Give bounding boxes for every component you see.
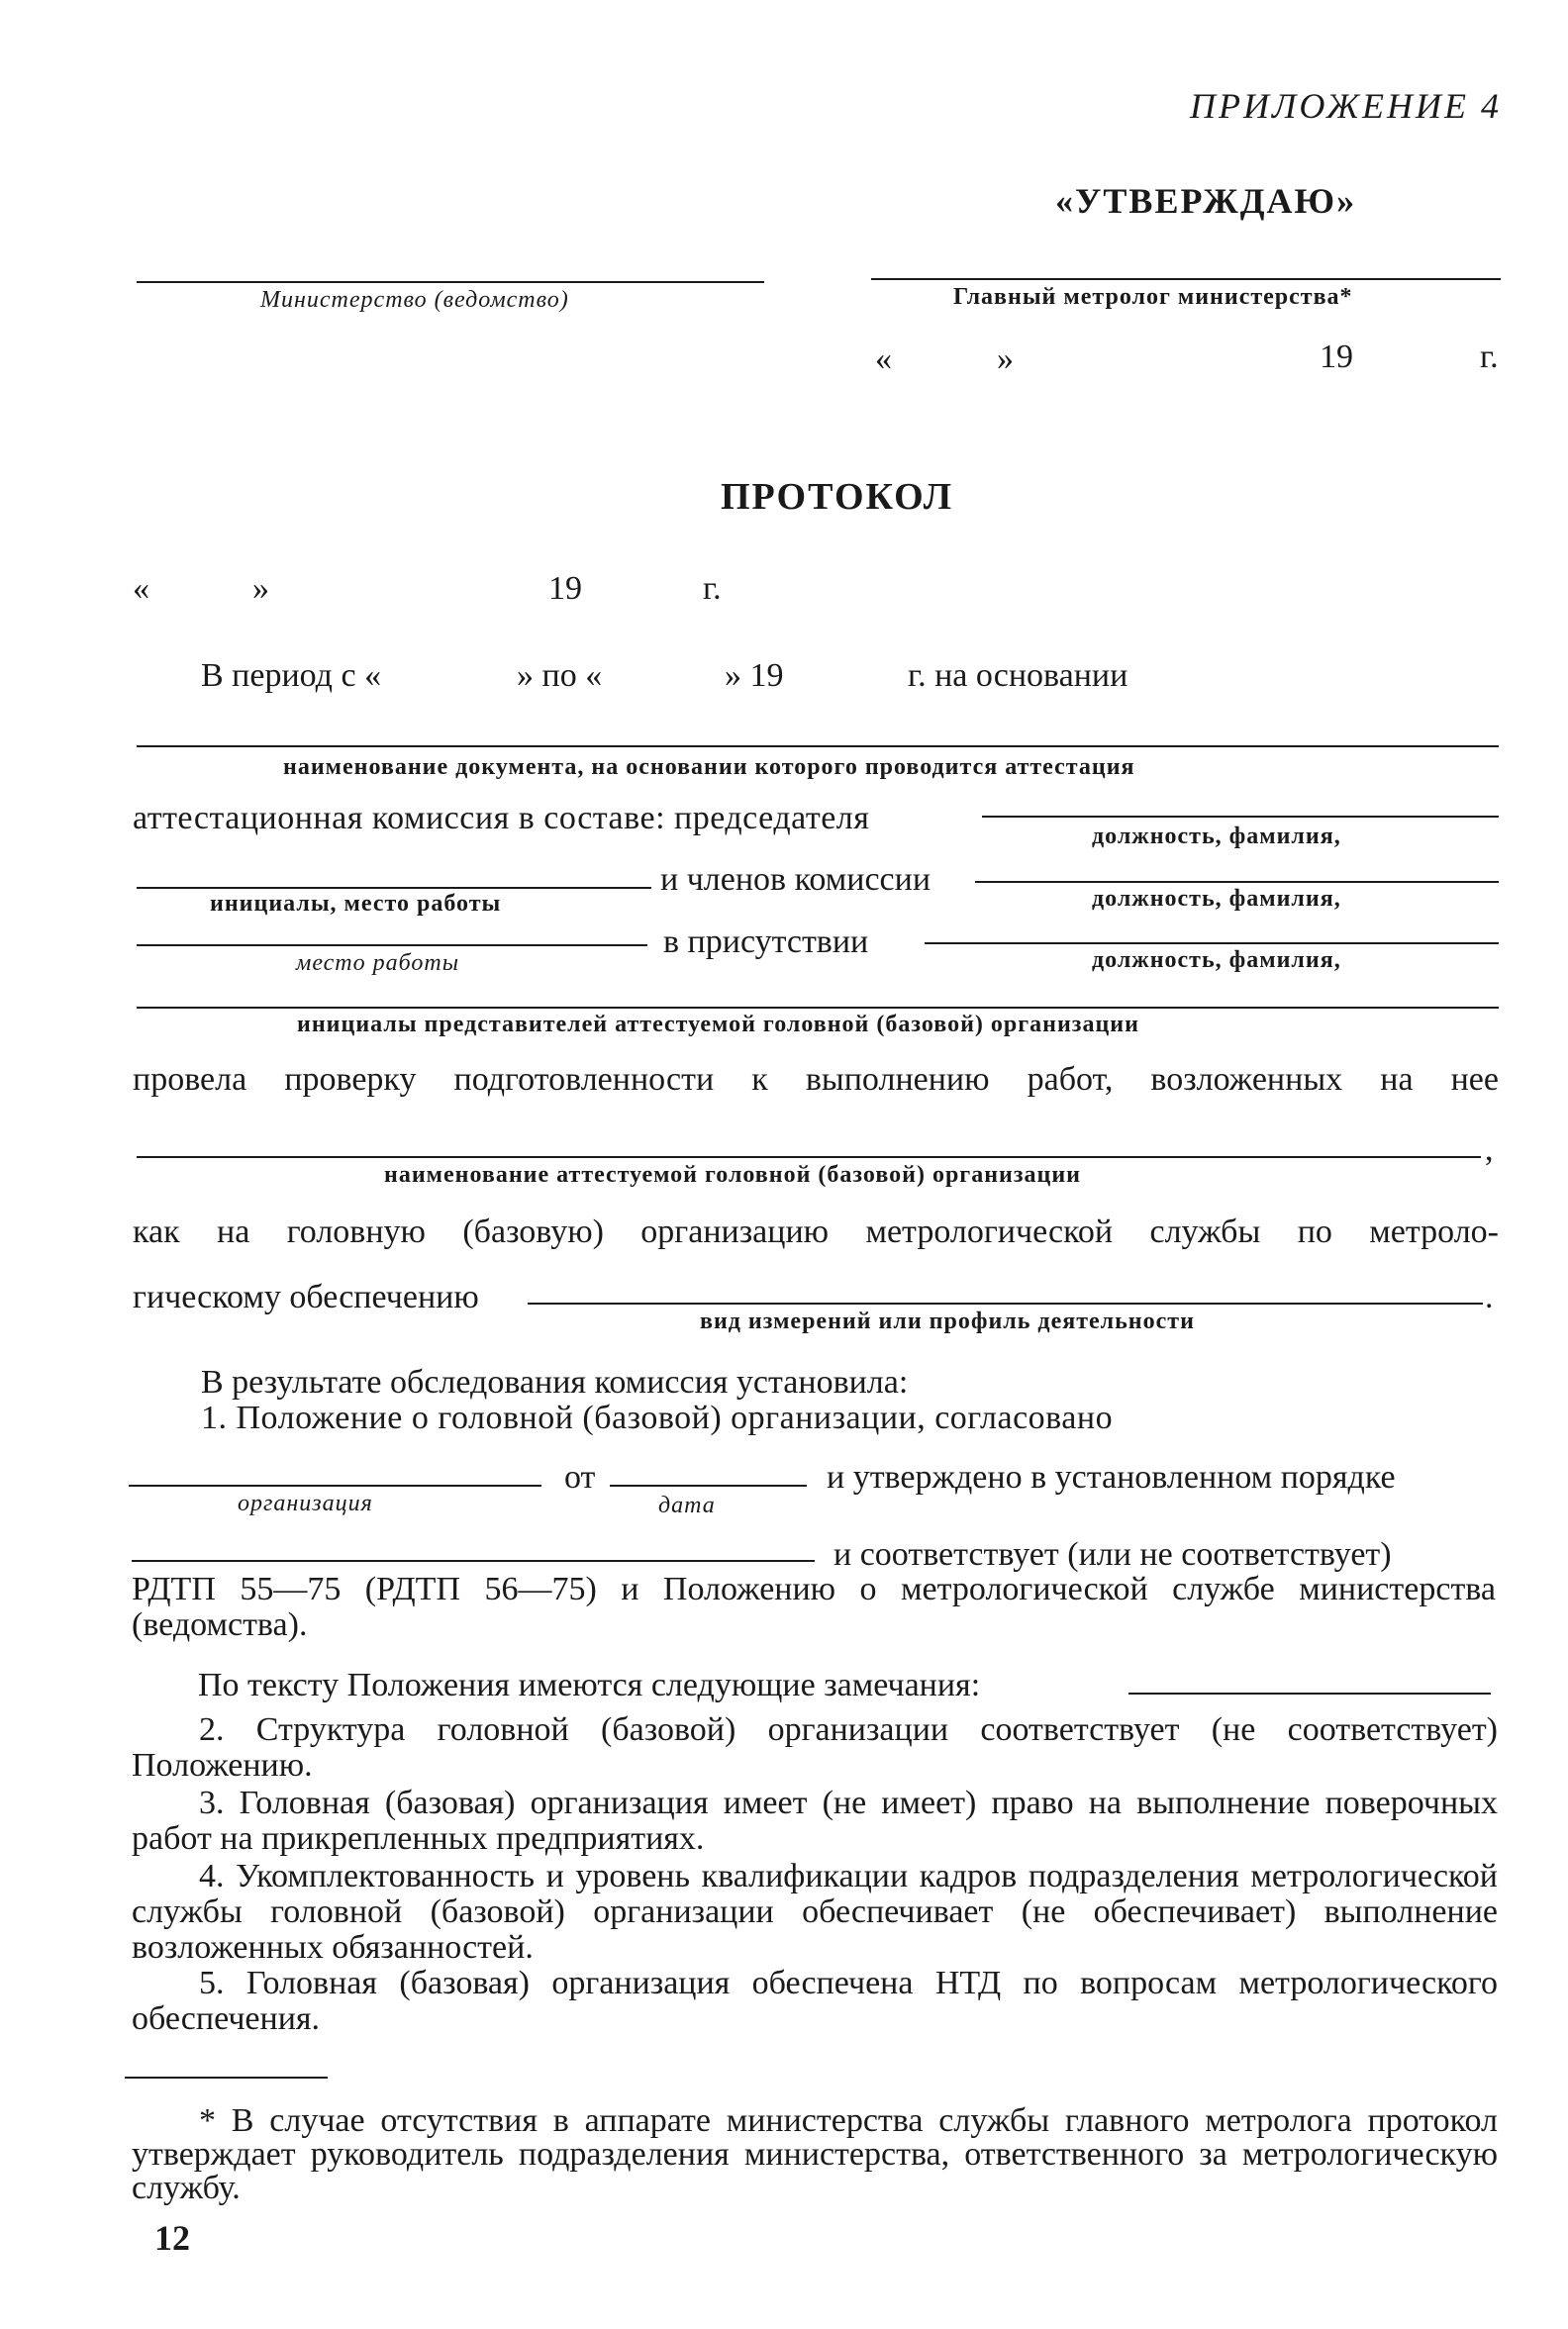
date-line (610, 1485, 807, 1487)
result-text: В результате обследования комиссия установила: (201, 1364, 909, 1401)
representatives-caption: инициалы представителей аттестуемой головной (базовой) организации (297, 1012, 1139, 1037)
period-middle: » по « (517, 657, 603, 694)
members-text: и членов комиссии (660, 861, 931, 898)
approve-heading: «УТВЕРЖДАЮ» (1055, 181, 1357, 221)
appendix-label: ПРИЛОЖЕНИЕ 4 (1190, 86, 1502, 126)
as-head-text: как на головную (базовую) организацию метрологической службы по метроло- (133, 1213, 1499, 1250)
from-text: от (564, 1459, 596, 1496)
org-name-comma: , (1485, 1131, 1494, 1168)
chairman-line (982, 816, 1499, 818)
period-end: » 19 (725, 657, 784, 694)
chairman-cont-line (137, 887, 651, 889)
measurement-line (528, 1303, 1483, 1305)
commission-text: аттестационная комиссия в составе: председателя (133, 800, 870, 836)
page-number: 12 (154, 2218, 190, 2258)
approved-text: и утверждено в установленном порядке (827, 1459, 1396, 1496)
remarks-text: По тексту Положения имеются следующие замечания: (198, 1667, 981, 1703)
document-name-caption: наименование документа, на основании которого проводится аттестация (283, 754, 1135, 780)
checked-text: провела проверку подготовленности к выполнению работ, возложенных на нее (133, 1061, 1499, 1098)
organization-caption: организация (238, 1491, 373, 1516)
date-caption: дата (658, 1493, 716, 1518)
item3-text: 3. Головная (базовая) организация имеет (не имеет) право на выполнение поверочных работ на прикрепленных предприятиях. (132, 1785, 1498, 1857)
org-name-caption: наименование аттестуемой головной (базовой) организации (384, 1162, 1081, 1188)
members-line (975, 881, 1499, 883)
document-name-line (137, 745, 1499, 747)
approve-date-open-quote: « (875, 340, 892, 377)
footnote-text: * В случае отсутствия в аппарате министерства службы главного метролога протокол утверждает руководитель подразделения министерства, ответственного за метрологическую службу. (132, 2102, 1498, 2206)
presence-text: в присутствии (663, 923, 869, 960)
rdtp-text: РДТП 55—75 (РДТП 56—75) и Положению о метрологической службе министерства (ведомства). (132, 1571, 1496, 1643)
workplace-caption: место работы (296, 950, 459, 976)
item5-text: 5. Головная (базовая) организация обеспечена НТД по вопросам метрологического обеспечения. (132, 1965, 1498, 2037)
item4-text: 4. Укомплектованность и уровень квалификации кадров подразделения метрологической службы головной (базовой) организации обеспечивает (не обеспечивает) выполнение возложенных обязанностей. (132, 1858, 1498, 1966)
representatives-line (137, 1007, 1499, 1009)
members-caption: должность, фамилия, (1092, 886, 1341, 912)
approve-date-year: 19 (1320, 339, 1353, 375)
item2-text: 2. Структура головной (базовой) организации соответствует (не соответствует) Положению. (132, 1711, 1498, 1784)
approve-date-year-suffix: г. (1480, 339, 1499, 375)
presence-line (925, 942, 1499, 944)
members-cont-line (137, 944, 647, 946)
period-basis: г. на основании (908, 657, 1128, 694)
org-name-line (137, 1156, 1481, 1158)
metrologist-caption: Главный метролог министерства* (953, 284, 1353, 310)
protocol-date-year: 19 (548, 570, 582, 607)
measurement-caption: вид измерений или профиль деятельности (700, 1309, 1195, 1334)
initials-workplace-caption: инициалы, место работы (210, 891, 502, 917)
protocol-date-close-quote: » (252, 570, 269, 607)
ministry-line (137, 281, 764, 283)
protocol-date-year-suffix: г. (703, 570, 722, 607)
complies-line (132, 1560, 815, 1562)
chairman-caption: должность, фамилия, (1092, 824, 1341, 849)
item1-text: 1. Положение о головной (базовой) организации, согласовано (201, 1400, 1114, 1436)
support-period: . (1485, 1279, 1494, 1315)
approve-date-close-quote: » (997, 340, 1014, 377)
period-start: В период с « (201, 657, 382, 694)
footnote-divider (125, 2077, 328, 2079)
protocol-date-open-quote: « (133, 570, 149, 607)
support-text: гическому обеспечению (133, 1279, 479, 1315)
presence-caption: должность, фамилия, (1092, 947, 1341, 973)
organization-line (129, 1485, 541, 1487)
complies-text: и соответствует (или не соответствует) (833, 1536, 1392, 1573)
remarks-line (1128, 1693, 1491, 1695)
ministry-caption: Министерство (ведомство) (260, 287, 569, 313)
document-title: ПРОТОКОЛ (721, 476, 954, 518)
metrologist-line (871, 278, 1501, 280)
